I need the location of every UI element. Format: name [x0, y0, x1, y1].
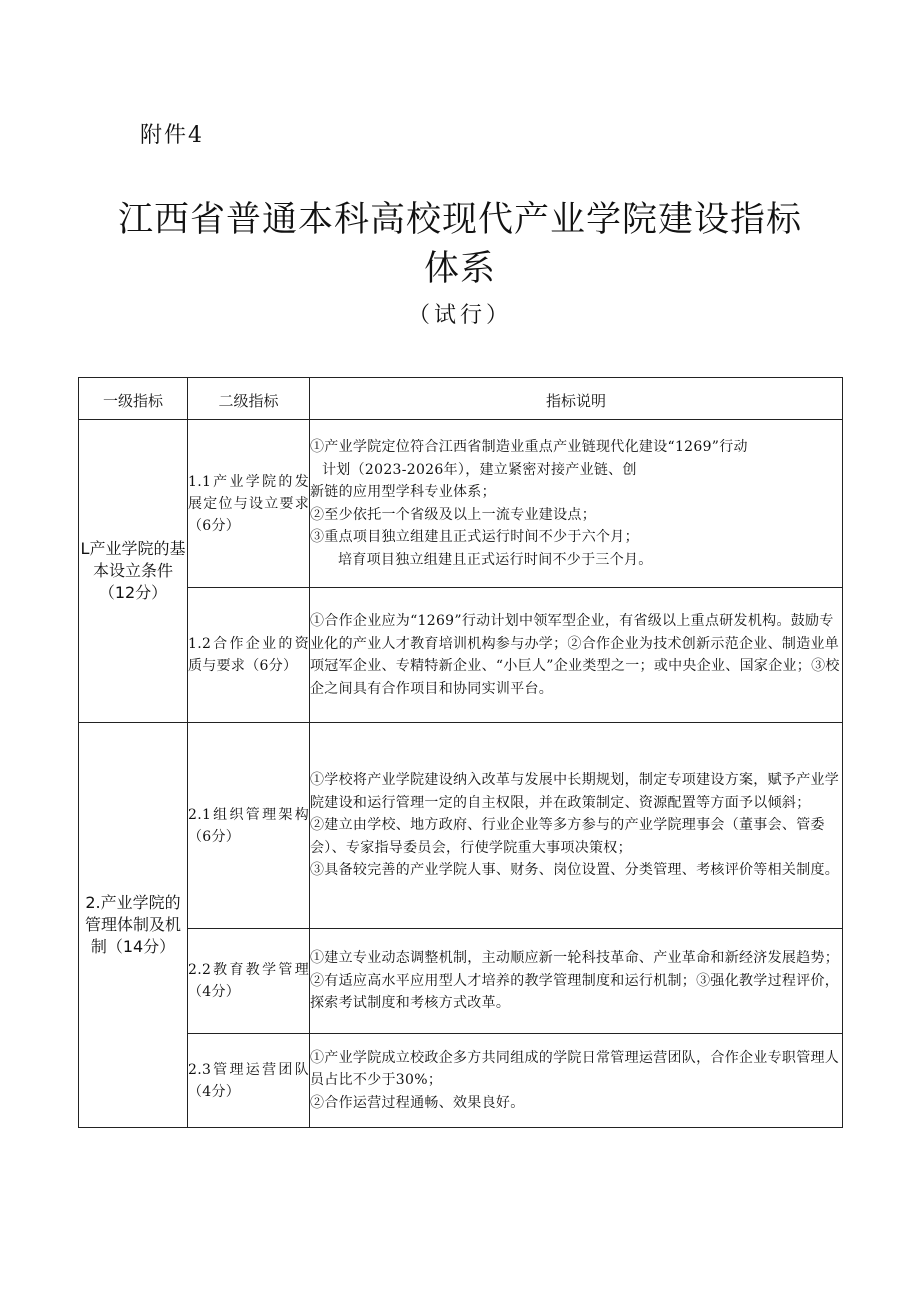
table-row [79, 420, 843, 588]
level2-cell: 2.1组织管理架构（6分） [188, 723, 310, 929]
description-line: ①产业学院成立校政企多方共同组成的学院日常管理运营团队，合作企业专职管理人员占比不少于30%； [310, 1049, 840, 1089]
level2-cell: 2.2教育教学管理（4分） [188, 929, 310, 1034]
description-line: ②有适应高水平应用型人才培养的教学管理制度和运行机制；③强化教学过程评价，探索考试制度和考核方式改革。 [310, 972, 840, 1012]
header-level1: 一级指标 [79, 378, 188, 420]
level1-cell: 2.产业学院的管理体制及机制（14分） [79, 723, 188, 1128]
description-cell [310, 723, 843, 929]
description-cell [310, 588, 843, 723]
level2-cell: 2.3管理运营团队（4分） [188, 1034, 310, 1128]
attachment-label: 附件4 [140, 123, 204, 148]
header-description: 指标说明 [310, 378, 843, 420]
description-line: ②合作运营过程通畅、效果良好。 [310, 1094, 525, 1111]
description-line: ②至少依托一个省级及以上一流专业建设点； [310, 506, 596, 523]
table-header-row [79, 378, 843, 420]
indicator-table [78, 377, 843, 1128]
header-level2: 二级指标 [188, 378, 310, 420]
description-cell [310, 420, 843, 588]
description-cell [310, 1034, 843, 1128]
description-cell [310, 929, 843, 1034]
page-title-line2: 体系 [423, 249, 496, 289]
description-line: ②建立由学校、地方政府、行业企业等多方参与的产业学院理事会（董事会、管委会）、专家指导委员会，行使学院重大事项决策权； [310, 817, 825, 856]
page-subtitle: （试行） [407, 303, 512, 328]
description-line: 培育项目独立组建且正式运行时间不少于三个月。 [338, 551, 653, 568]
level2-cell: 1.2合作企业的资质与要求（6分） [188, 588, 310, 723]
description-line: 计划（2023-2026年），建立紧密对接产业链、创 [322, 461, 637, 478]
description-line: ③具备较完善的产业学院人事、财务、岗位设置、分类管理、考核评价等相关制度。 [310, 862, 840, 879]
table-row [79, 723, 843, 929]
table-row [79, 929, 843, 1034]
description-line: ①合作企业应为“1269”行动计划中领军型企业，有省级以上重点研发机构。鼓励专业化的产业人才教育培训机构参与办学；②合作企业为技术创新示范企业、制造业单项冠军企业、专精特新企业、“小巨人”企业类型之一；或中央企业、国家企业；③校企之间具有合作项目和协同实训平台。 [310, 613, 840, 697]
table-row [79, 1034, 843, 1128]
description-line: ①产业学院定位符合江西省制造业重点产业链现代化建设“1269”行动 [310, 439, 748, 455]
table-row [79, 588, 843, 723]
description-line: ①学校将产业学院建设纳入改革与发展中长期规划，制定专项建设方案，赋予产业学院建设和运行管理一定的自主权限，并在政策制定、资源配置等方面予以倾斜； [310, 772, 840, 811]
description-line: ③重点项目独立组建且正式运行时间不少于六个月； [310, 529, 639, 545]
page-title-line1: 江西省普通本科高校现代产业学院建设指标 [117, 200, 802, 240]
description-line: ①建立专业动态调整机制，主动顺应新一轮科技革命、产业革命和新经济发展趋势； [310, 950, 840, 967]
level1-cell: L产业学院的基本设立条件（12分） [79, 420, 188, 723]
description-line: 新链的应用型学科专业体系； [310, 484, 496, 500]
level2-cell: 1.1产业学院的发展定位与设立要求（6分） [188, 420, 310, 588]
